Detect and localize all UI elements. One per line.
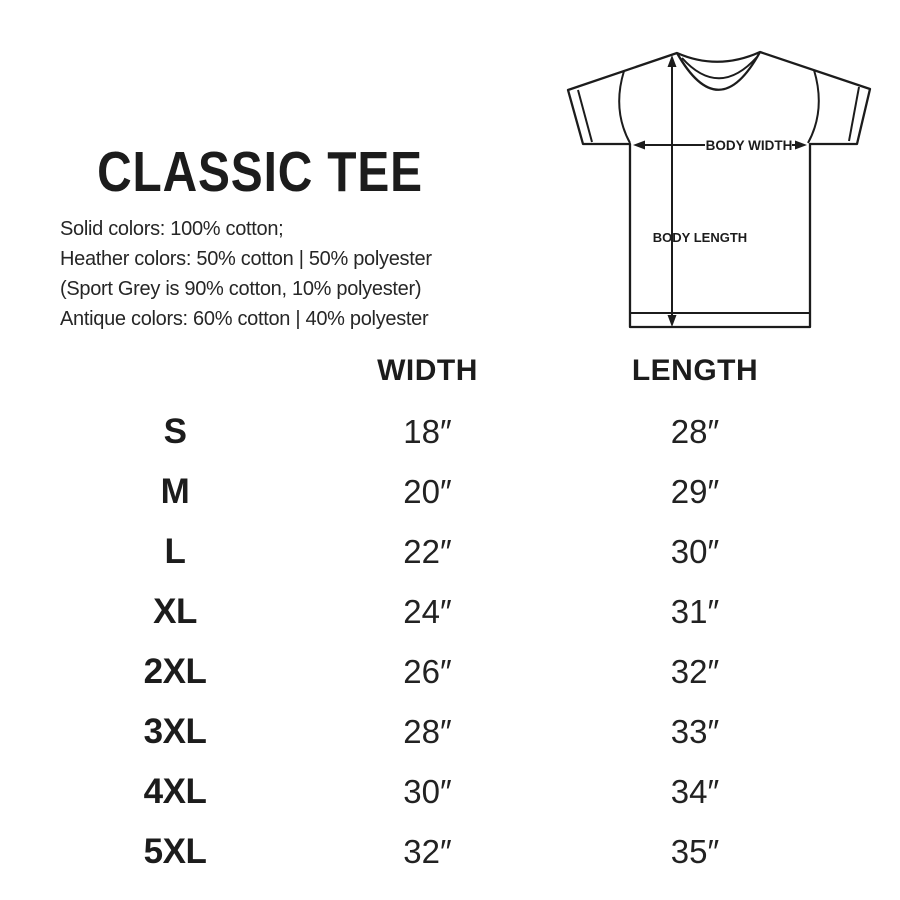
width-cell: 30″	[403, 773, 452, 810]
width-column-header: WIDTH	[377, 354, 478, 387]
table-row-5xl	[0, 822, 900, 882]
length-cell: 32″	[670, 653, 720, 690]
size-cell: 5XL	[143, 832, 207, 871]
table-row-xl	[0, 582, 900, 642]
size-cell: 3XL	[143, 712, 207, 751]
width-cell: 26″	[403, 653, 452, 690]
table-row-4xl	[0, 762, 900, 822]
fabric-line-antique: Antique colors: 60% cotton | 40% polyester	[60, 308, 429, 330]
table-header-row	[0, 340, 900, 402]
fabric-line-sport: (Sport Grey is 90% cotton, 10% polyester)	[60, 278, 422, 300]
width-cell: 28″	[403, 713, 452, 750]
size-cell: 4XL	[143, 772, 207, 811]
width-cell: 22″	[403, 533, 452, 570]
length-cell: 29″	[670, 473, 720, 510]
fabric-line-solid: Solid colors: 100% cotton;	[60, 218, 284, 240]
body-length-label: BODY LENGTH	[652, 230, 748, 245]
width-cell: 18″	[403, 413, 452, 450]
tshirt-outline	[568, 52, 870, 327]
fabric-info	[60, 214, 580, 334]
length-cell: 34″	[670, 773, 720, 810]
length-cell: 30″	[670, 533, 720, 570]
table-row-2xl	[0, 642, 900, 702]
product-title: CLASSIC TEE	[97, 140, 423, 204]
table-row-l	[0, 522, 900, 582]
tshirt-diagram	[548, 28, 898, 348]
length-cell: 35″	[670, 833, 720, 870]
table-row-s	[0, 402, 900, 462]
fabric-line-heather: Heather colors: 50% cotton | 50% polyester	[60, 248, 432, 270]
width-cell: 20″	[403, 473, 452, 510]
width-cell: 24″	[403, 593, 452, 630]
table-row-m	[0, 462, 900, 522]
size-cell: XL	[153, 592, 197, 631]
size-cell: 2XL	[143, 652, 207, 691]
length-column-header: LENGTH	[631, 354, 759, 387]
size-table	[0, 340, 900, 882]
width-cell: 32″	[403, 833, 452, 870]
size-cell: M	[160, 472, 190, 511]
size-cell: S	[163, 412, 187, 451]
size-cell: L	[164, 532, 186, 571]
table-row-3xl	[0, 702, 900, 762]
body-width-label: BODY WIDTH	[705, 138, 793, 153]
length-cell: 33″	[670, 713, 720, 750]
length-cell: 31″	[670, 593, 720, 630]
length-cell: 28″	[670, 413, 720, 450]
